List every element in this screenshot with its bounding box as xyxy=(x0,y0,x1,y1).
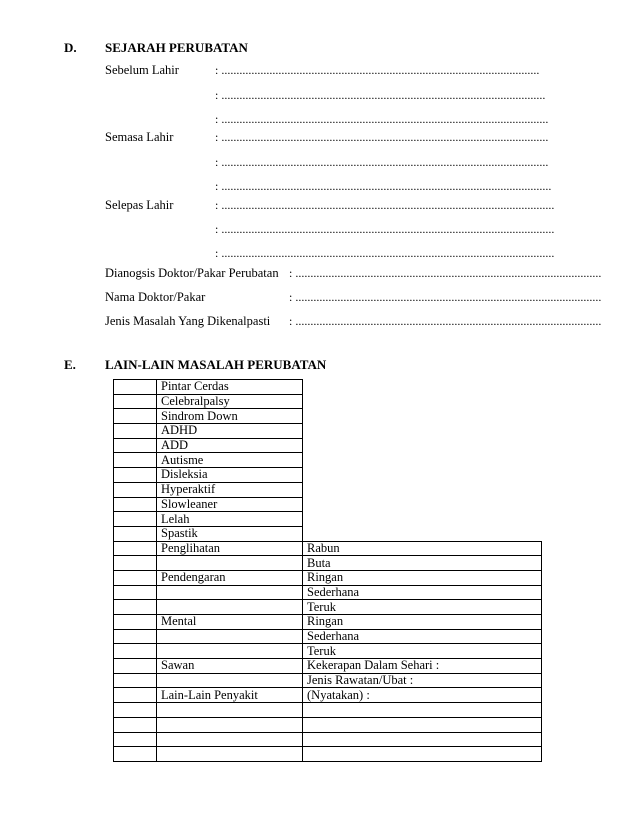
table-row xyxy=(114,717,542,732)
fill-line[interactable]: : ...................................................................................................... xyxy=(289,290,602,304)
table-row: Lain-Lain Penyakit (Nyatakan) : xyxy=(114,688,542,703)
table-row: ADD xyxy=(114,438,542,453)
label-jenis-masalah: Jenis Masalah Yang Dikenalpasti xyxy=(105,314,271,328)
table-row xyxy=(114,747,542,762)
fill-line[interactable]: : ............................................................................................................. xyxy=(215,112,549,126)
section-e-letter: E. xyxy=(64,357,76,372)
table-row xyxy=(114,703,542,718)
table-row: Penglihatan Rabun xyxy=(114,541,542,556)
table-row: Pintar Cerdas xyxy=(114,380,542,395)
table-row: Autisme xyxy=(114,453,542,468)
table-row: Celebralpalsy xyxy=(114,394,542,409)
fill-line[interactable]: : ............................................................................................................... xyxy=(215,198,555,212)
fill-line[interactable]: : ............................................................................................................. xyxy=(215,130,549,144)
fill-line[interactable]: : ............................................................................................................ xyxy=(215,88,546,102)
table-row: Pendengaran Ringan xyxy=(114,570,542,585)
fill-line[interactable]: : ...................................................................................................... xyxy=(289,314,602,328)
table-row: Disleksia xyxy=(114,468,542,483)
table-row: Slowleaner xyxy=(114,497,542,512)
table-row: Lelah xyxy=(114,512,542,527)
label-nama-doktor: Nama Doktor/Pakar xyxy=(105,290,206,304)
table-row: Hyperaktif xyxy=(114,482,542,497)
table-row: Spastik xyxy=(114,526,542,541)
label-sebelum-lahir: Sebelum Lahir xyxy=(105,63,179,77)
fill-line[interactable]: : ............................................................................................................... xyxy=(215,246,555,260)
table-row: Teruk xyxy=(114,600,542,615)
table-row: Sederhana xyxy=(114,629,542,644)
table-row: Buta xyxy=(114,556,542,571)
table-row: Sindrom Down xyxy=(114,409,542,424)
medical-problems-table xyxy=(113,379,542,762)
table-row: Teruk xyxy=(114,644,542,659)
fill-line[interactable]: : .......................................................................................................... xyxy=(215,63,540,77)
table-row: Sawan Kekerapan Dalam Sehari : xyxy=(114,659,542,674)
label-dianogsis: Dianogsis Doktor/Pakar Perubatan xyxy=(105,266,279,280)
table-row xyxy=(114,732,542,747)
fill-line[interactable]: : .............................................................................................................. xyxy=(215,179,552,193)
section-e-title: LAIN-LAIN MASALAH PERUBATAN xyxy=(105,357,327,372)
table-row: Mental Ringan xyxy=(114,615,542,630)
label-selepas-lahir: Selepas Lahir xyxy=(105,198,174,212)
table-row: Sederhana xyxy=(114,585,542,600)
fill-line[interactable]: : ............................................................................................................... xyxy=(215,222,555,236)
table-row: ADHD xyxy=(114,424,542,439)
table-row: Jenis Rawatan/Ubat : xyxy=(114,673,542,688)
section-d-letter: D. xyxy=(64,40,77,55)
label-semasa-lahir: Semasa Lahir xyxy=(105,130,174,144)
fill-line[interactable]: : ............................................................................................................. xyxy=(215,155,549,169)
fill-line[interactable]: : ...................................................................................................... xyxy=(289,266,602,280)
section-d-title: SEJARAH PERUBATAN xyxy=(105,40,248,55)
